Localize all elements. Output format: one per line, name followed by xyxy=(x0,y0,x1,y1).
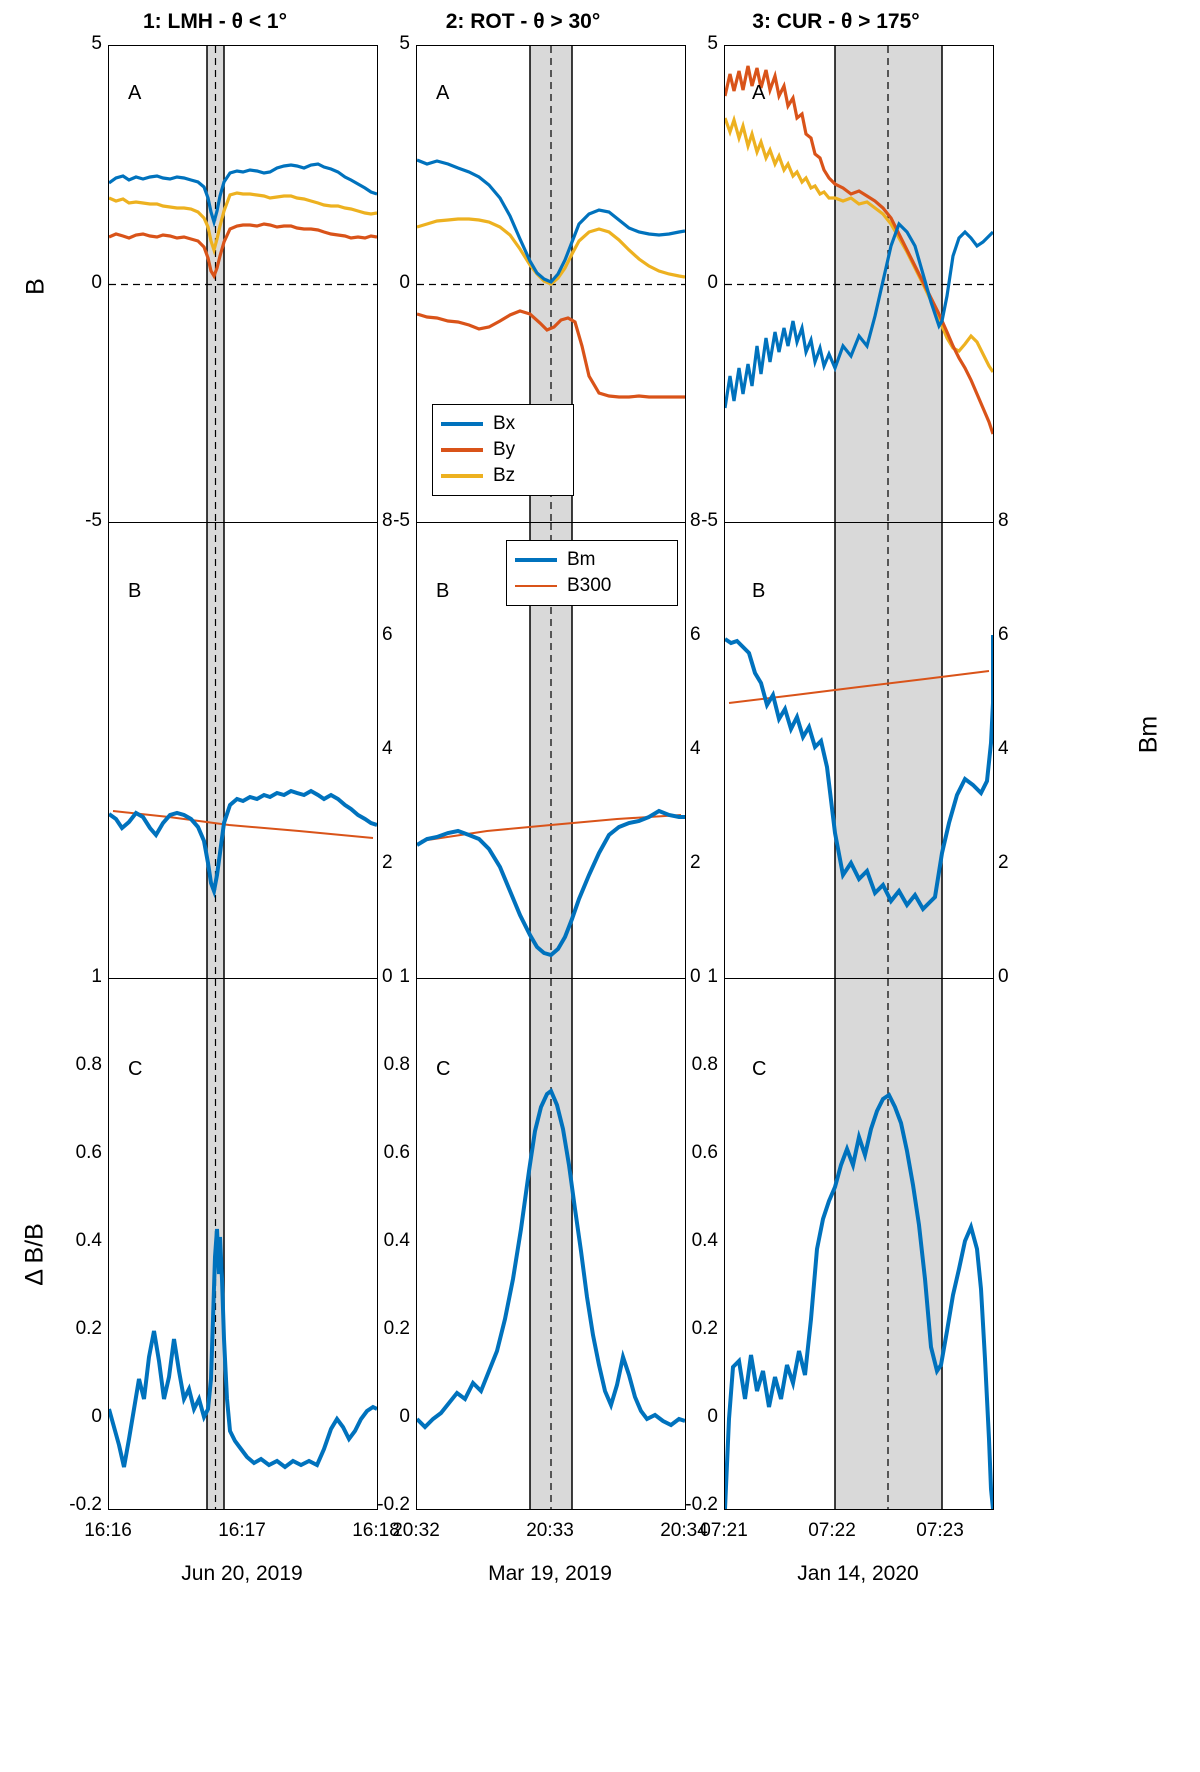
panel-lmh-A xyxy=(108,45,378,524)
legend-row-bx xyxy=(441,411,563,437)
legend-label-bx: Bx xyxy=(493,413,516,434)
ytick-C2-06: 0.6 xyxy=(383,1142,410,1163)
ytick-C-04: 0.4 xyxy=(75,1230,102,1251)
ytick-C2-1: 1 xyxy=(399,966,410,987)
ylabel-Bm: Bm xyxy=(1134,715,1163,754)
panel-letter-rot-A: A xyxy=(436,82,450,104)
xtitle-cur: Jan 14, 2020 xyxy=(797,1562,919,1585)
column-title-cur: 3: CUR - θ > 175° xyxy=(752,10,920,33)
ytick-B2-0: 0 xyxy=(690,966,701,987)
panel-letter-rot-B: B xyxy=(436,580,450,602)
ytick-A-5: 5 xyxy=(91,33,102,54)
ytick-A2-0: 0 xyxy=(399,272,410,293)
ytick-C3-1: 1 xyxy=(707,966,718,987)
legend-label-b300: B300 xyxy=(567,575,612,596)
xtick-rot-0: 20:32 xyxy=(392,1520,440,1541)
panel-letter-cur-A: A xyxy=(752,82,766,104)
legend-swatch-b300 xyxy=(515,585,557,587)
ytick-B-0: 0 xyxy=(382,966,393,987)
ytick-C-06: 0.6 xyxy=(75,1142,102,1163)
ytick-B3-2: 2 xyxy=(998,852,1009,873)
xtick-cur-2: 07:23 xyxy=(916,1520,964,1541)
column-title-lmh: 1: LMH - θ < 1° xyxy=(142,10,288,33)
xtick-cur-0: 07:21 xyxy=(700,1520,748,1541)
ytick-C3-m02: -0.2 xyxy=(685,1494,718,1515)
ytick-A3-0: 0 xyxy=(707,272,718,293)
ytick-A2-m5: -5 xyxy=(393,510,410,531)
panel-letter-rot-C: C xyxy=(436,1058,451,1080)
ytick-B2-4: 4 xyxy=(690,738,701,759)
xtick-rot-1: 20:33 xyxy=(526,1520,574,1541)
panel-letter-cur-B: B xyxy=(752,580,766,602)
ytick-C2-04: 0.4 xyxy=(383,1230,410,1251)
ytick-C3-02: 0.2 xyxy=(691,1318,718,1339)
xtick-cur-1: 07:22 xyxy=(808,1520,856,1541)
legend-row-b300 xyxy=(515,573,667,599)
ytick-C-0: 0 xyxy=(91,1406,102,1427)
ylabel-B: B xyxy=(21,278,50,295)
legend-label-bm: Bm xyxy=(567,549,596,570)
legend-magnitude xyxy=(506,540,678,606)
ytick-B-2: 2 xyxy=(382,852,393,873)
panel-lmh-B xyxy=(108,522,378,980)
panel-letter-cur-C: C xyxy=(752,1058,767,1080)
ytick-B2-6: 6 xyxy=(690,624,701,645)
ytick-C3-08: 0.8 xyxy=(691,1054,718,1075)
column-title-rot: 2: ROT - θ > 30° xyxy=(445,10,601,33)
ytick-B2-2: 2 xyxy=(690,852,701,873)
ytick-B-6: 6 xyxy=(382,624,393,645)
xtick-lmh-2: 16:18 xyxy=(352,1520,400,1541)
ylabel-dBoverB: Δ B/B xyxy=(20,1223,49,1286)
ytick-C-1: 1 xyxy=(91,966,102,987)
ytick-B-8: 8 xyxy=(382,510,393,531)
ytick-C-02: 0.2 xyxy=(75,1318,102,1339)
ytick-C2-0: 0 xyxy=(399,1406,410,1427)
ytick-B2-8: 8 xyxy=(690,510,701,531)
ytick-C-08: 0.8 xyxy=(75,1054,102,1075)
panel-cur-A xyxy=(724,45,994,524)
xtitle-lmh: Jun 20, 2019 xyxy=(181,1562,303,1585)
ytick-C3-06: 0.6 xyxy=(691,1142,718,1163)
ytick-A3-5: 5 xyxy=(707,33,718,54)
legend-row-bm xyxy=(515,547,667,573)
legend-swatch-by xyxy=(441,448,483,452)
ytick-C2-02: 0.2 xyxy=(383,1318,410,1339)
panel-letter-lmh-B: B xyxy=(128,580,142,602)
panel-letter-lmh-C: C xyxy=(128,1058,143,1080)
ytick-B3-6: 6 xyxy=(998,624,1009,645)
ytick-A-0: 0 xyxy=(91,272,102,293)
xtick-lmh-0: 16:16 xyxy=(84,1520,132,1541)
legend-swatch-bz xyxy=(441,474,483,478)
ytick-A-m5: -5 xyxy=(85,510,102,531)
ytick-B3-4: 4 xyxy=(998,738,1009,759)
ytick-B3-0: 0 xyxy=(998,966,1009,987)
legend-swatch-bm xyxy=(515,558,557,562)
panel-letter-lmh-A: A xyxy=(128,82,142,104)
ytick-C2-m02: -0.2 xyxy=(377,1494,410,1515)
legend-label-bz: Bz xyxy=(493,465,516,486)
legend-components xyxy=(432,404,574,496)
ytick-B3-8: 8 xyxy=(998,510,1009,531)
ytick-B-4: 4 xyxy=(382,738,393,759)
ytick-A2-5: 5 xyxy=(399,33,410,54)
ytick-C2-08: 0.8 xyxy=(383,1054,410,1075)
legend-swatch-bx xyxy=(441,422,483,426)
legend-row-bz xyxy=(441,463,563,489)
ytick-C3-04: 0.4 xyxy=(691,1230,718,1251)
xtick-rot-2: 20:34 xyxy=(660,1520,708,1541)
ytick-C-m02: -0.2 xyxy=(69,1494,102,1515)
ytick-C3-0: 0 xyxy=(707,1406,718,1427)
xtitle-rot: Mar 19, 2019 xyxy=(488,1562,612,1585)
ytick-A3-m5: -5 xyxy=(701,510,718,531)
xtick-lmh-1: 16:17 xyxy=(218,1520,266,1541)
legend-label-by: By xyxy=(493,439,516,460)
legend-row-by xyxy=(441,437,563,463)
